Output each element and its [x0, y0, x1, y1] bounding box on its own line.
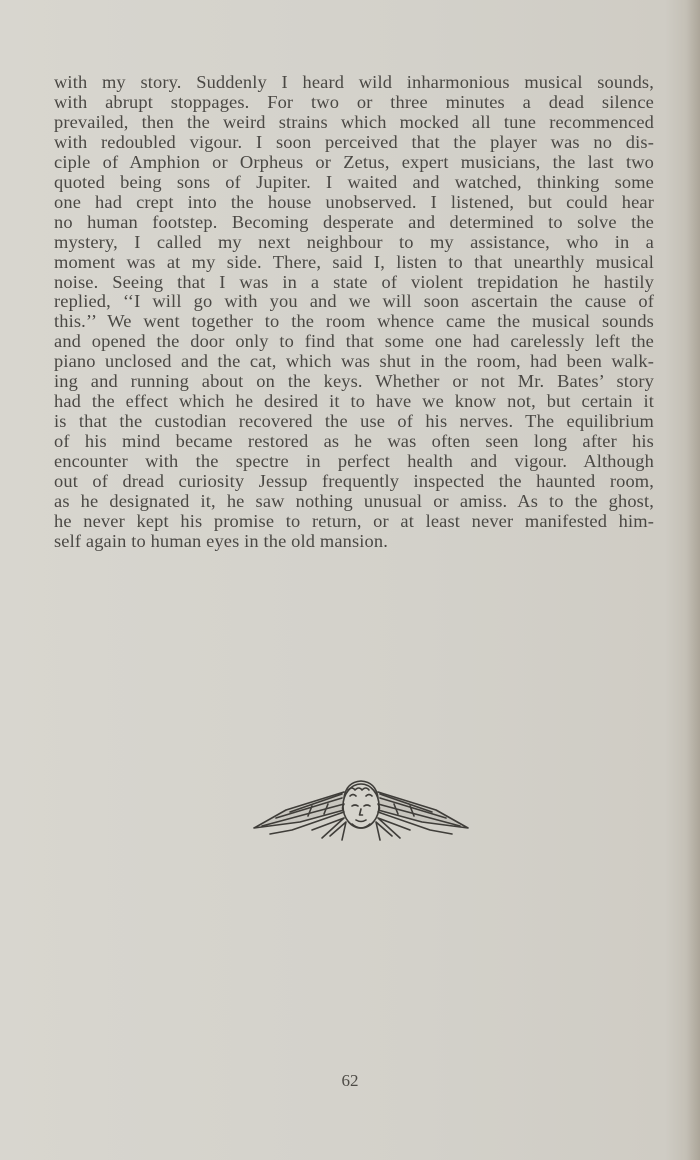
text-line: of his mind became restored as he was often seen long after his	[54, 431, 654, 452]
text-line: and opened the door only to find that some one had carelessly left the	[54, 331, 654, 352]
winged-cherub-head-icon	[252, 770, 470, 846]
text-line: replied, ‘‘I will go with you and we will soon ascertain the cause of	[54, 291, 654, 312]
text-line: had the effect which he desired it to have we know not, but certain it	[54, 391, 654, 412]
page-edge-shadow	[686, 0, 700, 1160]
text-line: mystery, I called my next neighbour to my assistance, who in a	[54, 231, 654, 252]
page-number: 62	[341, 1071, 359, 1090]
body-text	[54, 73, 654, 552]
text-line: as he designated it, he saw nothing unusual or amiss. As to the ghost,	[54, 491, 654, 512]
text-line: ing and running about on the keys. Whether or not Mr. Bates’ story	[54, 371, 654, 392]
text-line: he never kept his promise to return, or at least never manifested him-	[54, 510, 654, 531]
text-line: quoted being sons of Jupiter. I waited and watched, thinking some	[54, 171, 654, 192]
text-line: noise. Seeing that I was in a state of violent trepidation he hastily	[54, 271, 654, 292]
text-line: self again to human eyes in the old mansion.	[54, 530, 388, 551]
text-line: prevailed, then the weird strains which mocked all tune recommenced	[54, 111, 654, 132]
text-line: one had crept into the house unobserved. I listened, but could hear	[54, 191, 654, 212]
text-line: encounter with the spectre in perfect health and vigour. Although	[54, 451, 654, 472]
text-line: this.’’ We went together to the room whence came the musical sounds	[54, 311, 654, 332]
text-line: moment was at my side. There, said I, listen to that unearthly musical	[54, 251, 654, 272]
text-line: no human footstep. Becoming desperate and determined to solve the	[54, 211, 654, 232]
text-line: ciple of Amphion or Orpheus or Zetus, expert musicians, the last two	[54, 151, 654, 172]
text-line: with my story. Suddenly I heard wild inharmonious musical sounds,	[54, 72, 654, 92]
text-line: with redoubled vigour. I soon perceived that the player was no dis-	[54, 131, 654, 152]
text-line: is that the custodian recovered the use of his nerves. The equilibrium	[54, 411, 654, 432]
text-line: out of dread curiosity Jessup frequently inspected the haunted room,	[54, 471, 654, 492]
text-line: with abrupt stoppages. For two or three minutes a dead silence	[54, 91, 654, 112]
text-line: piano unclosed and the cat, which was shut in the room, had been walk-	[54, 351, 654, 372]
